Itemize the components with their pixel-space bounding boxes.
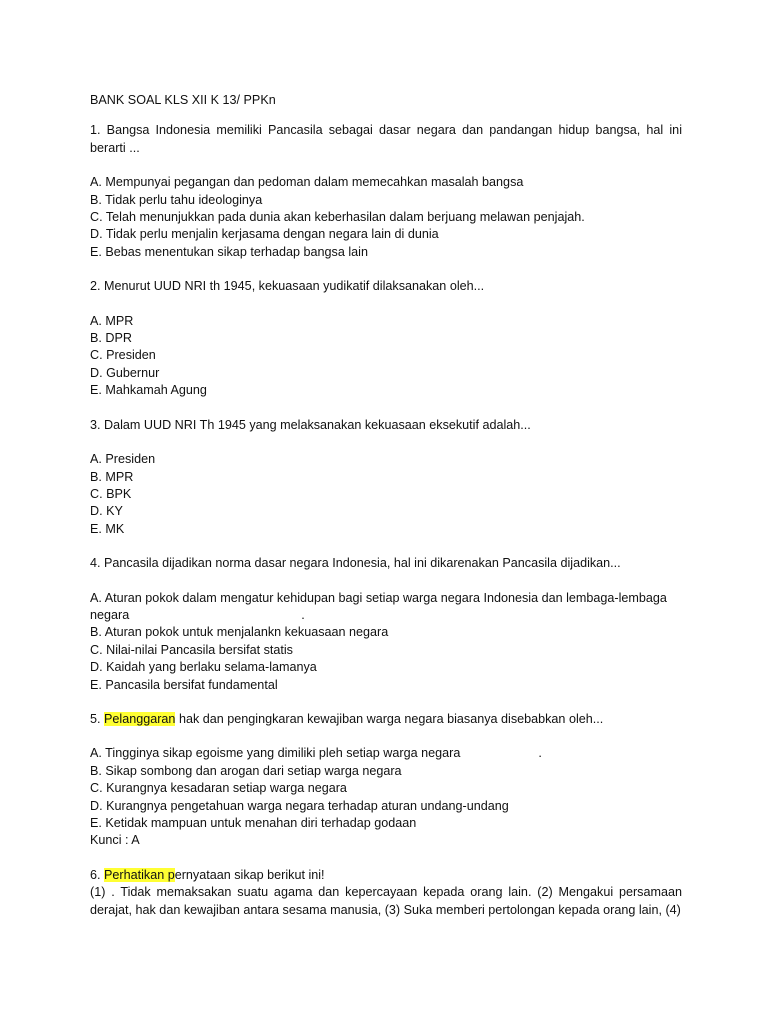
question-5-option-e: E. Ketidak mampuan untuk menahan diri terhadap godaan [90,816,417,830]
question-6-rest: ernyataan sikap berikut ini! [174,867,325,882]
question-3-option-d: D. KY [90,504,123,519]
question-1-option-d: D. Tidak perlu menjalin kerjasama dengan negara lain di dunia [90,227,439,242]
question-2-option-c: C. Presiden [90,348,156,363]
question-6-text [90,867,682,884]
question-5-number: 5. [90,711,105,726]
question-4 [90,555,682,694]
question-2-option-b: B. DPR [90,331,132,346]
question-5-option-a-line [90,745,682,762]
question-1-text: 1. Bangsa Indonesia memiliki Pancasila sebagai dasar negara dan pandangan hidup bangsa, hal ini berarti ... [90,123,682,155]
question-1-option-e: E. Bebas menentukan sikap terhadap bangsa lain [90,244,368,259]
question-2 [90,278,682,399]
question-4-option-c: C. Nilai-nilai Pancasila bersifat statis [90,642,293,657]
question-5-option-b: B. Sikap sombong dan arogan dari setiap warga negara [90,763,402,778]
question-5-answer-key: Kunci : A [90,833,140,848]
question-3 [90,417,682,538]
question-3-option-e: E. MK [90,521,125,536]
question-3-text: 3. Dalam UUD NRI Th 1945 yang melaksanakan kekuasaan eksekutif adalah... [90,417,531,432]
question-3-option-b: B. MPR [90,469,134,484]
question-6 [90,867,682,919]
question-6-number: 6. [90,867,105,882]
question-5-option-a: A. Tingginya sikap egoisme yang dimiliki pleh setiap warga negara [90,746,461,761]
question-5-option-c: C. Kurangnya kesadaran setiap warga negara [90,781,347,796]
document-title: BANK SOAL KLS XII K 13/ PPKn [90,93,276,107]
question-5-highlight: Pelanggaran [104,711,176,726]
question-5-option-a-dot: . [538,746,542,761]
question-5 [90,711,682,850]
question-2-option-d: D. Gubernur [90,365,160,380]
question-4-option-a: A. Aturan pokok dalam mengatur kehidupan bagi setiap warga negara Indonesia dan lembaga-lembaga [90,590,667,605]
question-4-option-b: B. Aturan pokok untuk menjalankn kekuasaan negara [90,625,389,640]
question-5-rest: hak dan pengingkaran kewajiban warga negara biasanya disebabkan oleh... [175,711,604,726]
question-4-option-a-line2: negara [90,607,130,622]
question-1-option-c: C. Telah menunjukkan pada dunia akan keberhasilan dalam berjuang melawan penjajah. [90,210,585,225]
question-2-text: 2. Menurut UUD NRI th 1945, kekuasaan yudikatif dilaksanakan oleh... [90,279,485,294]
question-6-highlight: Perhatikan p [104,867,175,882]
question-3-option-a: A. Presiden [90,452,156,467]
question-1-option-b: B. Tidak perlu tahu ideologinya [90,192,263,207]
question-3-option-c: C. BPK [90,486,132,501]
question-6-statement: (1) . Tidak memaksakan suatu agama dan kepercayaan kepada orang lain. (2) Mengakui persamaan derajat, hak dan kewajiban antara sesama manusia, (3) Suka memberi pertolongan kepada orang lain, (4) [90,885,682,917]
question-1 [90,122,682,261]
question-2-option-e: E. Mahkamah Agung [90,383,207,398]
question-4-option-a-continued [90,607,682,624]
question-2-option-a: A. MPR [90,313,134,328]
question-4-option-a-dot: . [301,607,305,622]
question-4-text: 4. Pancasila dijadikan norma dasar negara Indonesia, hal ini dikarenakan Pancasila dijadikan... [90,556,621,571]
question-4-option-d: D. Kaidah yang berlaku selama-lamanya [90,660,317,675]
question-1-option-a: A. Mempunyai pegangan dan pedoman dalam memecahkan masalah bangsa [90,175,524,190]
question-4-option-e: E. Pancasila bersifat fundamental [90,677,278,692]
question-5-option-d: D. Kurangnya pengetahuan warga negara terhadap aturan undang-undang [90,798,509,813]
question-5-text [90,711,682,728]
document-body [90,92,682,936]
